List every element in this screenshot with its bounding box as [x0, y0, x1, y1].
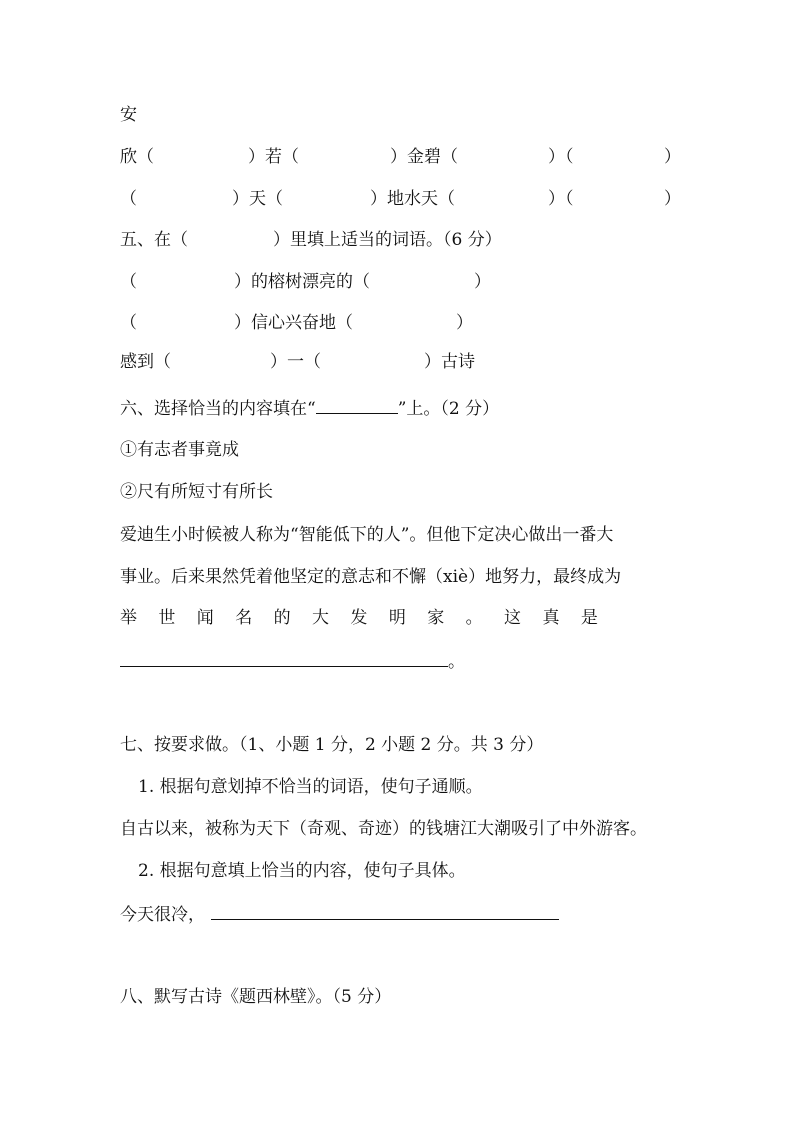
question-2: 2. 根据句意填上恰当的内容，使句子具体。: [138, 861, 466, 881]
section-8-title: 八、默写古诗《题西林壁》。（5 分）: [120, 987, 392, 1007]
answer-blank[interactable]: [211, 903, 559, 920]
question-2-sentence: [120, 903, 559, 926]
text: （: [120, 272, 137, 292]
period: 。: [448, 652, 465, 672]
section-7-title: 七、按要求做。（1、小题 1 分，2 小题 2 分。共 3 分）: [120, 735, 544, 755]
paragraph-line: 爱迪生小时候被人称为“智能低下的人”。但他下定决心做出一番大: [120, 525, 614, 545]
text: ）: [664, 189, 681, 209]
option-1: ①有志者事竟成: [120, 440, 239, 460]
text: ）信心兴奋地（: [234, 313, 353, 333]
text: （: [120, 189, 137, 209]
text: ）: [474, 272, 491, 292]
text: ）一（: [270, 352, 321, 372]
text: ）: [664, 147, 681, 167]
answer-line: [120, 650, 465, 673]
text: 欣（: [120, 147, 154, 167]
sentence-start: 今天很冷，: [120, 905, 205, 925]
text: 感到（: [120, 352, 171, 372]
text: ）天（: [232, 189, 283, 209]
text: ）地水天（: [370, 189, 455, 209]
text: ）（: [548, 147, 574, 167]
answer-blank[interactable]: [316, 397, 398, 414]
text: ）金碧（: [390, 147, 458, 167]
text: ）: [456, 313, 473, 333]
section-6-title: [120, 397, 499, 420]
title-part: ”上。（2 分）: [397, 399, 500, 419]
paragraph-line: 举 世 闻 名 的 大 发 明 家 。 这 真 是: [120, 608, 606, 628]
text: ）若（: [248, 147, 299, 167]
section-5-title: 五、在（ ）里填上适当的词语。（6 分）: [120, 230, 502, 250]
text: ）古诗: [424, 352, 475, 372]
text: ）（: [548, 189, 574, 209]
line-an: 安: [120, 105, 137, 125]
title-part: 六、选择恰当的内容填在“: [120, 399, 316, 419]
answer-blank[interactable]: [120, 650, 448, 667]
option-2: ②尺有所短寸有所长: [120, 482, 273, 502]
text: （: [120, 313, 137, 333]
question-1: 1. 根据句意划掉不恰当的词语，使句子通顺。: [138, 777, 483, 797]
text: ）的榕树漂亮的（: [234, 272, 370, 292]
paragraph-line: 事业。后来果然凭着他坚定的意志和不懈（xiè）地努力，最终成为: [120, 567, 622, 587]
question-1-sentence: 自古以来，被称为天下（奇观、奇迹）的钱塘江大潮吸引了中外游客。: [120, 819, 647, 839]
